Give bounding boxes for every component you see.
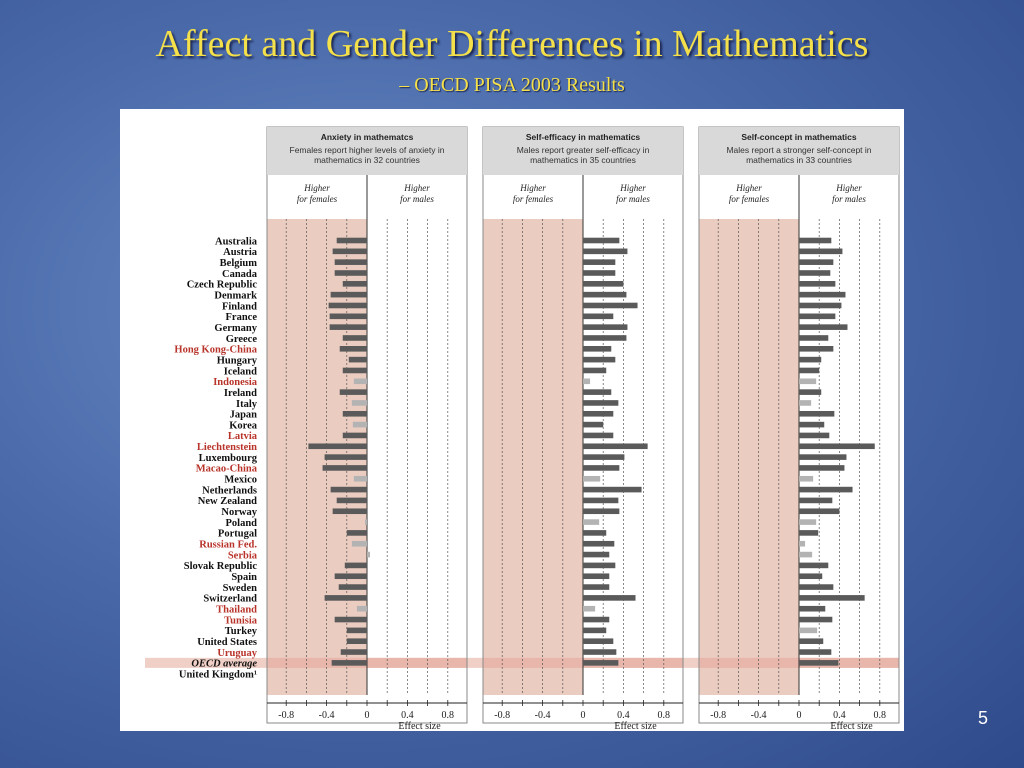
x-tick-label: -0.8 xyxy=(710,710,727,721)
slide-subtitle: – OECD PISA 2003 Results xyxy=(399,74,625,96)
country-label: Iceland xyxy=(223,366,257,378)
country-label: Italy xyxy=(236,398,257,410)
bar-macao-china xyxy=(583,465,619,471)
bar-turkey xyxy=(799,628,817,634)
x-tick-label: 0.8 xyxy=(657,710,671,721)
panel-subtitle-line2: mathematics in 33 countries xyxy=(746,155,852,165)
bar-greece xyxy=(799,335,828,341)
bar-switzerland xyxy=(325,595,367,601)
bar-turkey xyxy=(583,628,606,634)
country-label: Mexico xyxy=(224,474,257,486)
bar-mexico xyxy=(583,476,600,482)
bar-iceland xyxy=(799,368,819,374)
bar-indonesia xyxy=(799,378,816,384)
bar-latvia xyxy=(799,433,829,439)
side-label-male-line1: Higher xyxy=(836,183,862,193)
bar-russian-fed- xyxy=(352,541,367,547)
country-label: Germany xyxy=(214,322,257,334)
bar-germany xyxy=(330,324,367,330)
country-label: Latvia xyxy=(227,431,257,443)
country-label: Switzerland xyxy=(203,593,257,605)
chart-panel-3 xyxy=(699,127,899,731)
x-tick-label: -0.4 xyxy=(750,710,767,721)
bar-tunisia xyxy=(335,617,367,623)
bar-serbia xyxy=(367,552,370,558)
side-label-female-line2: for females xyxy=(728,194,770,204)
bar-portugal xyxy=(583,530,606,536)
side-label-female-line1: Higher xyxy=(304,183,330,193)
bar-czech-republic xyxy=(343,281,367,287)
bar-finland xyxy=(583,303,638,309)
country-label: United States xyxy=(197,637,257,649)
bar-france xyxy=(330,314,367,320)
bar-hong-kong-china xyxy=(799,346,833,352)
bar-japan xyxy=(583,411,613,417)
bar-spain xyxy=(799,573,822,579)
country-label: OECD average xyxy=(191,658,257,670)
bar-finland xyxy=(329,303,367,309)
bar-germany xyxy=(583,324,627,330)
bar-iceland xyxy=(583,368,606,374)
x-axis-label: Effect size xyxy=(398,721,441,731)
bar-hungary xyxy=(799,357,821,363)
bar-korea xyxy=(799,422,824,428)
country-label: Luxembourg xyxy=(198,452,257,464)
panel-subtitle-line2: mathematics in 35 countries xyxy=(530,155,636,165)
bar-czech-republic xyxy=(583,281,623,287)
x-tick-label: 0.8 xyxy=(873,710,887,721)
bar-italy xyxy=(352,400,367,406)
country-label: Korea xyxy=(229,420,257,432)
bar-liechtenstein xyxy=(308,443,367,449)
bar-ireland xyxy=(799,389,821,395)
bar-hong-kong-china xyxy=(340,346,367,352)
bar-greece xyxy=(343,335,367,341)
bar-new-zealand xyxy=(583,498,618,504)
bar-latvia xyxy=(583,433,613,439)
bar-tunisia xyxy=(583,617,609,623)
slide-title: Affect and Gender Differences in Mathematics xyxy=(155,23,869,65)
panel-subtitle-line2: mathematics in 32 countries xyxy=(314,155,420,165)
bar-poland xyxy=(583,519,599,525)
bar-australia xyxy=(583,238,619,244)
side-label-male-line2: for males xyxy=(832,194,866,204)
bar-norway xyxy=(799,508,839,514)
country-label: New Zealand xyxy=(197,496,257,508)
country-label: Ireland xyxy=(223,387,257,399)
bar-switzerland xyxy=(583,595,636,601)
x-tick-label: 0 xyxy=(580,710,586,721)
x-tick-label: -0.8 xyxy=(494,710,511,721)
x-tick-label: 0.8 xyxy=(441,710,455,721)
bar-united-states xyxy=(799,638,823,644)
bar-oecd-average xyxy=(799,660,838,666)
panel-subtitle-line1: Males report greater self-efficacy in xyxy=(516,145,650,155)
country-label: Macao-China xyxy=(195,463,257,475)
bar-indonesia xyxy=(354,378,367,384)
bar-sweden xyxy=(583,584,609,590)
country-label: Hong Kong-China xyxy=(174,344,257,356)
country-label: Australia xyxy=(215,236,257,248)
bar-oecd-average xyxy=(332,660,367,666)
bar-switzerland xyxy=(799,595,865,601)
country-label: Belgium xyxy=(219,257,257,269)
x-tick-label: -0.4 xyxy=(318,710,335,721)
bar-russian-fed- xyxy=(583,541,614,547)
country-label: Greece xyxy=(225,333,257,345)
x-tick-label: 0.4 xyxy=(401,710,414,721)
bar-ireland xyxy=(583,389,611,395)
chart-panel xyxy=(120,109,904,731)
side-label-female-line1: Higher xyxy=(520,183,546,193)
chart-panel-1 xyxy=(267,127,467,731)
panel-subtitle-line1: Males report a stronger self-concept in xyxy=(726,145,872,155)
bar-slovak-republic xyxy=(583,563,615,569)
bar-latvia xyxy=(343,433,367,439)
bar-norway xyxy=(583,508,619,514)
chart-figure xyxy=(120,109,904,731)
country-label: Liechtenstein xyxy=(196,442,257,454)
country-label: Austria xyxy=(223,247,257,259)
bar-france xyxy=(583,314,613,320)
country-label: Hungary xyxy=(216,355,257,367)
bar-new-zealand xyxy=(799,498,832,504)
female-shaded-region xyxy=(699,219,799,695)
bar-belgium xyxy=(799,259,833,265)
country-label: United Kingdom¹ xyxy=(178,669,257,681)
bar-indonesia xyxy=(583,378,590,384)
bar-portugal xyxy=(347,530,367,536)
country-label: Poland xyxy=(225,517,257,529)
side-label-male-line2: for males xyxy=(616,194,650,204)
bar-slovak-republic xyxy=(799,563,828,569)
x-axis-label: Effect size xyxy=(830,721,873,731)
country-label: Thailand xyxy=(216,604,257,616)
bar-turkey xyxy=(347,628,367,634)
bar-netherlands xyxy=(799,487,853,493)
bar-spain xyxy=(583,573,609,579)
bar-canada xyxy=(583,270,615,276)
side-label-male-line1: Higher xyxy=(404,183,430,193)
country-label: Tunisia xyxy=(224,615,257,627)
bar-sweden xyxy=(799,584,833,590)
country-label: Serbia xyxy=(227,550,257,562)
bar-uruguay xyxy=(799,649,831,655)
bar-luxembourg xyxy=(583,454,624,460)
bar-new-zealand xyxy=(337,498,367,504)
bar-liechtenstein xyxy=(799,443,875,449)
bar-liechtenstein xyxy=(583,443,648,449)
bar-netherlands xyxy=(583,487,642,493)
bar-portugal xyxy=(799,530,818,536)
side-label-female-line1: Higher xyxy=(736,183,762,193)
bar-hungary xyxy=(349,357,367,363)
bar-austria xyxy=(583,249,627,255)
country-label: Portugal xyxy=(217,528,257,540)
panel-subtitle-line1: Females report higher levels of anxiety in xyxy=(289,145,445,155)
country-label: Canada xyxy=(221,268,257,280)
bar-canada xyxy=(335,270,367,276)
bar-belgium xyxy=(583,259,615,265)
bar-macao-china xyxy=(323,465,367,471)
bar-mexico xyxy=(799,476,813,482)
bar-luxembourg xyxy=(799,454,846,460)
bar-mexico xyxy=(354,476,367,482)
side-label-female-line2: for females xyxy=(296,194,338,204)
bar-russian-fed- xyxy=(799,541,805,547)
bar-korea xyxy=(353,422,367,428)
bar-spain xyxy=(335,573,367,579)
panel-title: Anxiety in mathematcs xyxy=(320,132,414,142)
country-label: France xyxy=(225,312,257,324)
bar-canada xyxy=(799,270,830,276)
x-tick-label: 0 xyxy=(364,710,370,721)
country-labels xyxy=(174,236,257,680)
bar-serbia xyxy=(583,552,609,558)
country-label: Finland xyxy=(221,301,257,313)
bar-macao-china xyxy=(799,465,844,471)
bar-france xyxy=(799,314,835,320)
bar-tunisia xyxy=(799,617,832,623)
bar-italy xyxy=(583,400,618,406)
bar-slovak-republic xyxy=(345,563,367,569)
country-label: Indonesia xyxy=(213,377,257,389)
female-shaded-region xyxy=(483,219,583,695)
bar-poland xyxy=(799,519,816,525)
bar-greece xyxy=(583,335,626,341)
bar-ireland xyxy=(340,389,367,395)
x-tick-label: 0.4 xyxy=(833,710,846,721)
chart-panel-2 xyxy=(483,127,683,731)
bar-hong-kong-china xyxy=(583,346,611,352)
side-label-female-line2: for females xyxy=(512,194,554,204)
panel-title: Self-efficacy in mathematics xyxy=(525,132,641,142)
bar-luxembourg xyxy=(325,454,367,460)
country-label: Turkey xyxy=(224,626,257,638)
panel-title: Self-concept in mathematics xyxy=(741,132,857,142)
bar-netherlands xyxy=(331,487,367,493)
bar-korea xyxy=(583,422,603,428)
country-label: Russian Fed. xyxy=(199,539,257,551)
bar-oecd-average xyxy=(583,660,618,666)
bar-thailand xyxy=(583,606,595,612)
bar-finland xyxy=(799,303,841,309)
bar-denmark xyxy=(799,292,845,298)
bar-czech-republic xyxy=(799,281,835,287)
bar-thailand xyxy=(799,606,825,612)
x-axis-label: Effect size xyxy=(614,721,657,731)
bar-uruguay xyxy=(341,649,367,655)
bar-united-states xyxy=(583,638,613,644)
bar-australia xyxy=(337,238,367,244)
side-label-male-line2: for males xyxy=(400,194,434,204)
bar-japan xyxy=(343,411,367,417)
bar-belgium xyxy=(335,259,367,265)
x-tick-label: 0 xyxy=(796,710,802,721)
bar-norway xyxy=(333,508,367,514)
bar-thailand xyxy=(357,606,367,612)
country-label: Czech Republic xyxy=(186,279,257,291)
bar-germany xyxy=(799,324,847,330)
bar-iceland xyxy=(343,368,367,374)
country-label: Spain xyxy=(231,572,257,584)
bar-poland xyxy=(365,519,367,525)
country-label: Norway xyxy=(221,507,257,519)
bar-japan xyxy=(799,411,834,417)
bar-united-states xyxy=(347,638,367,644)
bar-denmark xyxy=(331,292,367,298)
bar-uruguay xyxy=(583,649,616,655)
bar-hungary xyxy=(583,357,615,363)
page-number: 5 xyxy=(978,708,989,728)
country-label: Sweden xyxy=(222,582,257,594)
country-label: Japan xyxy=(229,409,257,421)
country-label: Slovak Republic xyxy=(183,561,257,573)
country-label: Netherlands xyxy=(202,485,257,497)
side-label-male-line1: Higher xyxy=(620,183,646,193)
bar-austria xyxy=(333,249,367,255)
bar-denmark xyxy=(583,292,626,298)
bar-australia xyxy=(799,238,831,244)
country-label: Uruguay xyxy=(217,647,257,659)
bar-sweden xyxy=(339,584,367,590)
x-tick-label: -0.4 xyxy=(534,710,551,721)
x-tick-label: -0.8 xyxy=(278,710,295,721)
bar-serbia xyxy=(799,552,812,558)
country-label: Denmark xyxy=(214,290,257,302)
bar-italy xyxy=(799,400,811,406)
bar-austria xyxy=(799,249,842,255)
x-tick-label: 0.4 xyxy=(617,710,630,721)
